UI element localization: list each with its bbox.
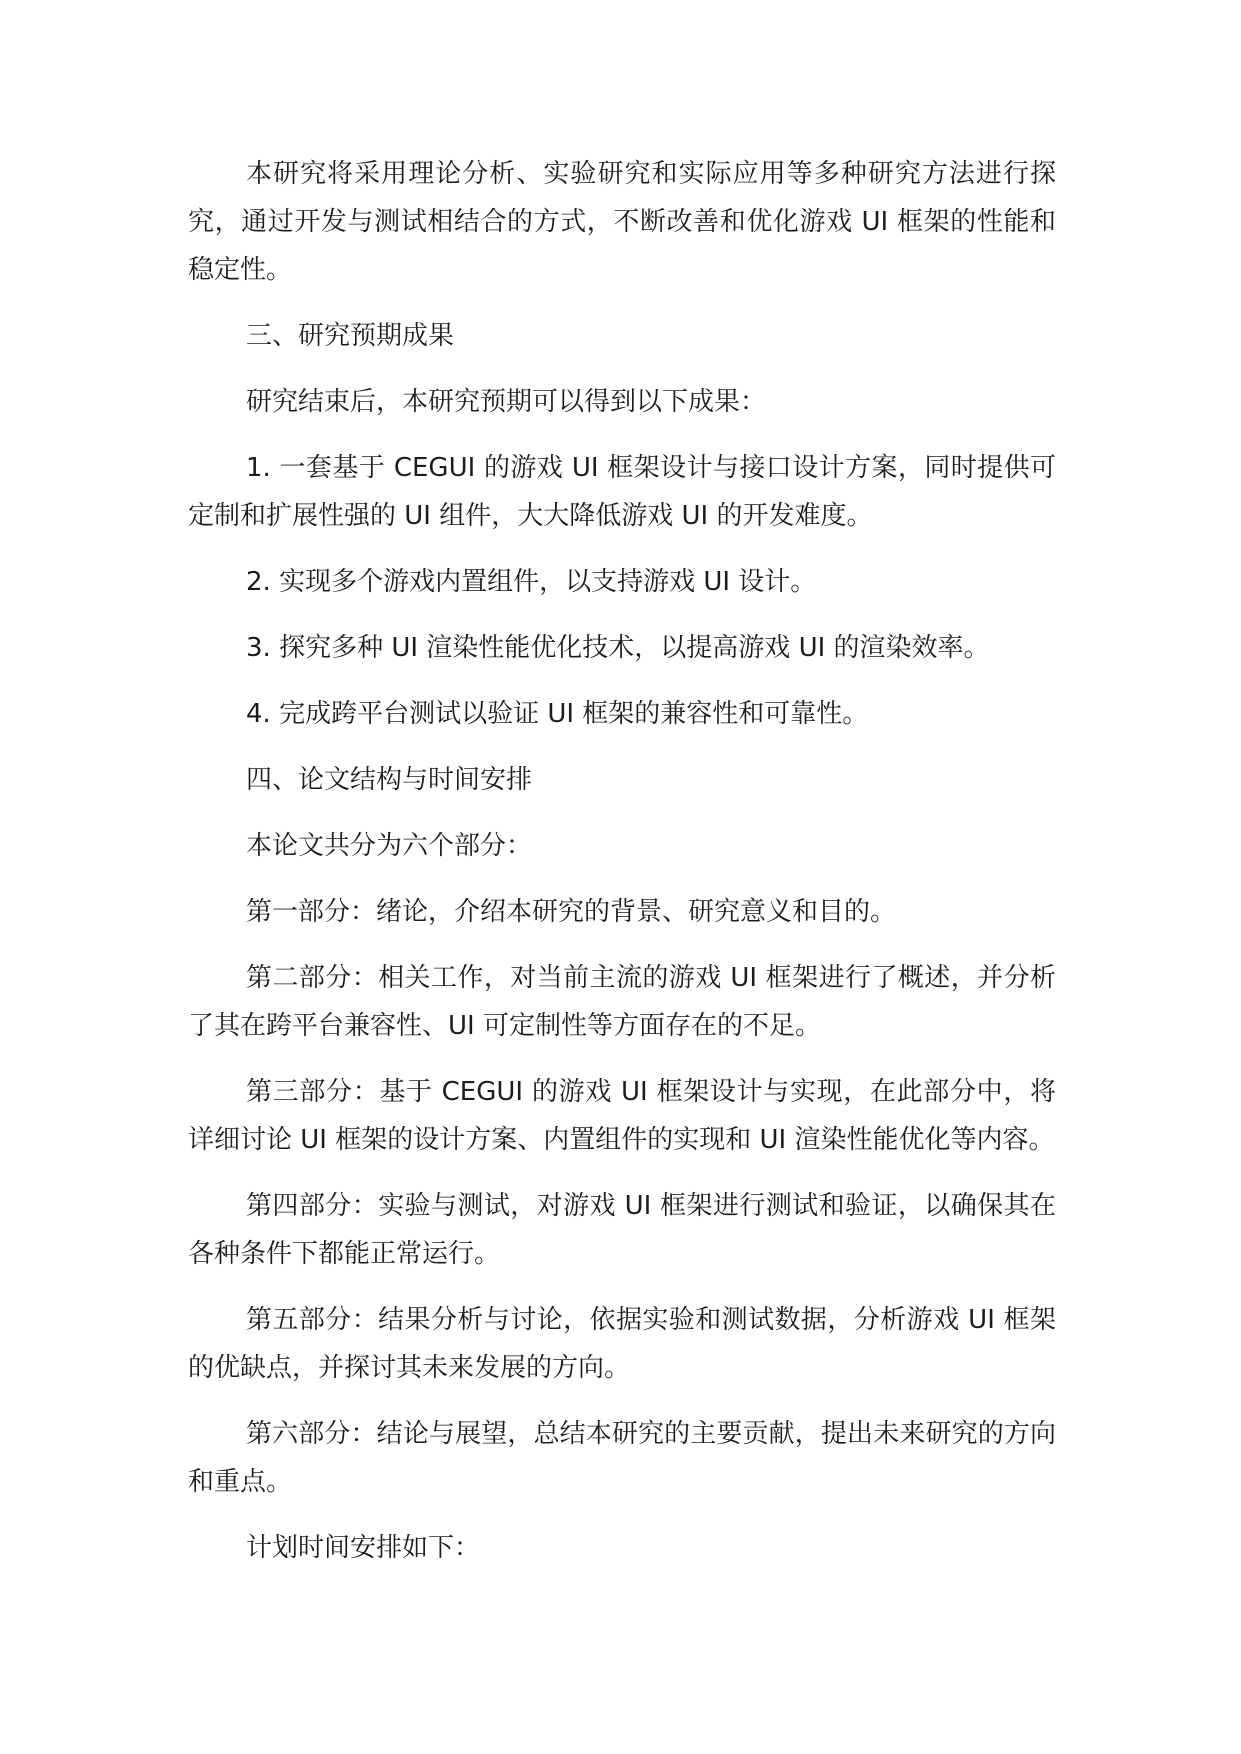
section-heading-expected-results: 三、研究预期成果 [246, 321, 455, 351]
list-item-result-2: 2. 实现多个游戏内置组件，以支持游戏 UI 设计。 [246, 567, 817, 597]
paragraph-schedule-intro: 计划时间安排如下： [246, 1533, 481, 1563]
paragraph-part-3: 第三部分：基于 CEGUI 的游戏 UI 框架设计与实现，在此部分中，将详细讨论 UI 框架的设计方案、内置组件的实现和 UI 渲染性能优化等内容。 [188, 1077, 1056, 1155]
paragraph-research-methods: 本研究将采用理论分析、实验研究和实际应用等多种研究方法进行探究，通过开发与测试相结合的方式，不断改善和优化游戏 UI 框架的性能和稳定性。 [188, 159, 1056, 285]
paragraph-part-5: 第五部分：结果分析与讨论，依据实验和测试数据，分析游戏 UI 框架的优缺点，并探讨其未来发展的方向。 [188, 1305, 1056, 1383]
document-body [188, 150, 1056, 1590]
paragraph-results-intro: 研究结束后，本研究预期可以得到以下成果： [246, 387, 767, 417]
section-heading-structure-schedule: 四、论文结构与时间安排 [246, 765, 533, 795]
list-item-result-3: 3. 探究多种 UI 渲染性能优化技术，以提高游戏 UI 的渲染效率。 [246, 633, 990, 663]
list-item-result-4: 4. 完成跨平台测试以验证 UI 框架的兼容性和可靠性。 [246, 699, 869, 729]
paragraph-part-6: 第六部分：结论与展望，总结本研究的主要贡献，提出未来研究的方向和重点。 [188, 1419, 1056, 1497]
paragraph-part-4: 第四部分：实验与测试，对游戏 UI 框架进行测试和验证，以确保其在各种条件下都能正常运行。 [188, 1191, 1056, 1269]
paragraph-structure-intro: 本论文共分为六个部分： [246, 831, 533, 861]
paragraph-part-1: 第一部分：绪论，介绍本研究的背景、研究意义和目的。 [246, 897, 897, 927]
paragraph-part-2: 第二部分：相关工作，对当前主流的游戏 UI 框架进行了概述，并分析了其在跨平台兼容性、UI 可定制性等方面存在的不足。 [188, 963, 1056, 1041]
list-item-result-1: 1. 一套基于 CEGUI 的游戏 UI 框架设计与接口设计方案，同时提供可定制和扩展性强的 UI 组件，大大降低游戏 UI 的开发难度。 [188, 453, 1056, 531]
